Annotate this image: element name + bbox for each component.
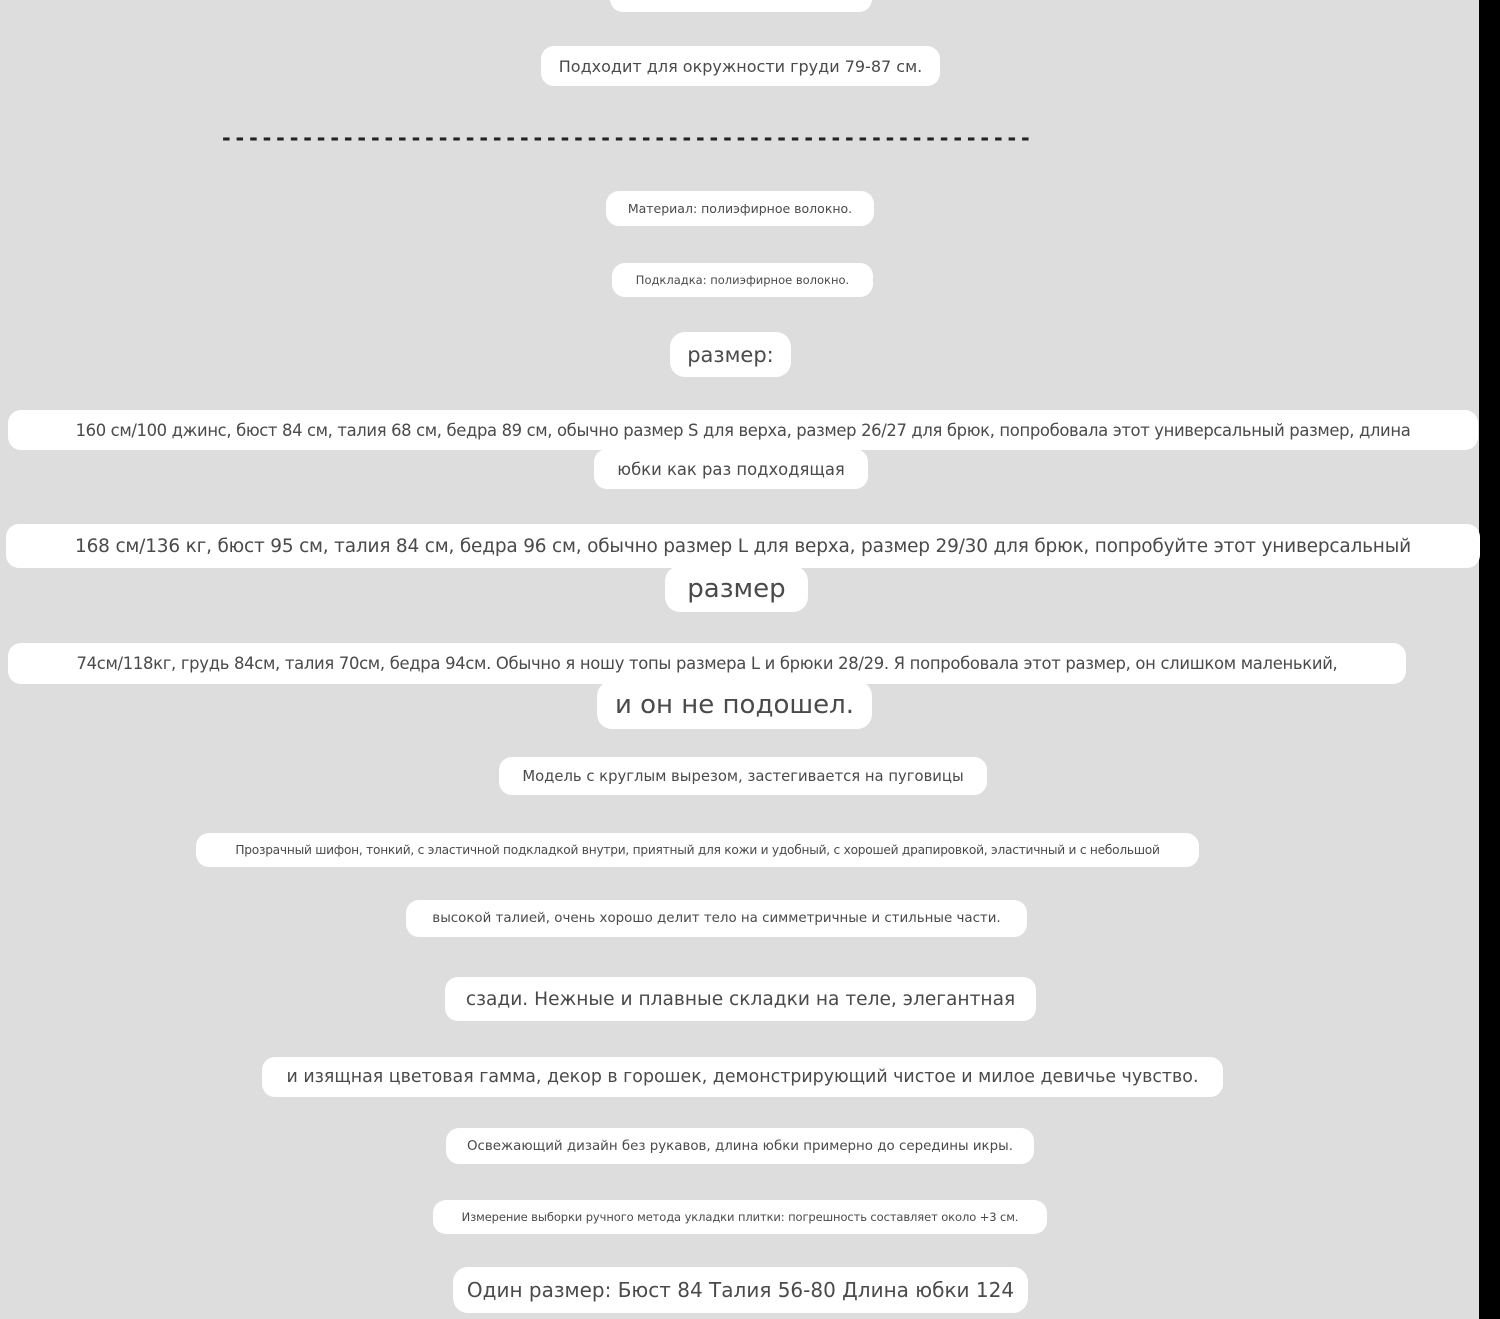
- sleeveless-text: Освежающий дизайн без рукавов, длина юбки примерно до середины икры.: [446, 1128, 1034, 1164]
- colors-text: и изящная цветовая гамма, декор в горошек, демонстрирующий чистое и милое девичье чувство.: [262, 1057, 1223, 1097]
- waist-text: высокой талией, очень хорошо делит тело на симметричные и стильные части.: [406, 900, 1027, 937]
- folds-text: сзади. Нежные и плавные складки на теле, элегантная: [445, 977, 1036, 1021]
- chiffon-text: Прозрачный шифон, тонкий, с эластичной подкладкой внутри, приятный для кожи и удобный, с хорошей драпировкой, эластичный и с небольшой: [196, 833, 1199, 867]
- size-heading: размер:: [670, 332, 791, 377]
- material-text: Материал: полиэфирное волокно.: [606, 191, 874, 226]
- lining-text: Подкладка: полиэфирное волокно.: [612, 263, 873, 297]
- one-size-text: Один размер: Бюст 84 Талия 56-80 Длина юбки 124: [453, 1267, 1028, 1313]
- bust-fit-text: Подходит для окружности груди 79-87 см.: [541, 46, 940, 86]
- model1-text-line2: юбки как раз подходящая: [594, 449, 868, 489]
- neckline-text: Модель с круглым вырезом, застегивается на пуговицы: [499, 757, 987, 795]
- measurement-text: Измерение выборки ручного метода укладки плитки: погрешность составляет около +3 см.: [433, 1200, 1047, 1234]
- model2-text-line2: размер: [665, 566, 808, 612]
- section-divider: ------------------------------------------------------------: [220, 126, 1033, 150]
- top-cut-pill: [610, 0, 872, 12]
- model2-text-line1: 168 см/136 кг, бюст 95 см, талия 84 см, бедра 96 см, обычно размер L для верха, размер 29/30 для брюк, попробуйте этот универсальный: [6, 524, 1480, 568]
- model1-text-line1: 160 см/100 джинс, бюст 84 см, талия 68 см, бедра 89 см, обычно размер S для верха, размер 26/27 для брюк, попробовала этот универсальный размер, длина: [8, 410, 1478, 450]
- model3-text-line1: 74см/118кг, грудь 84см, талия 70см, бедра 94см. Обычно я ношу топы размера L и брюки 28/29. Я попробовала этот размер, он слишком маленький,: [8, 643, 1406, 684]
- model3-text-line2: и он не подошел.: [597, 681, 872, 729]
